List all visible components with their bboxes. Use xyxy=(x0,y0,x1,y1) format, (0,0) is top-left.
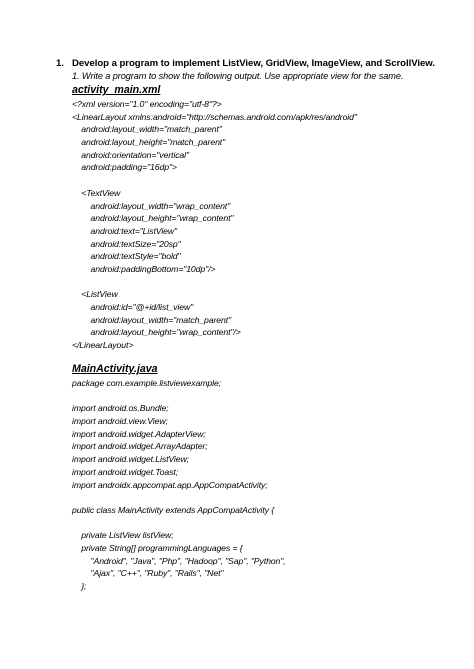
blank-line xyxy=(72,517,286,530)
code-line: <TextView xyxy=(72,187,121,198)
code-line: <LinearLayout xmlns:android="http://schemas.android.com/apk/res/android" xyxy=(72,111,357,122)
subtask-text: 1. Write a program to show the following output. Use appropriate view for the same. xyxy=(72,71,404,81)
code-line: android:padding="16dp"> xyxy=(72,162,177,173)
code-line: <?xml version="1.0" encoding="utf-8"?> xyxy=(72,99,222,109)
code-line: android:orientation="vertical" xyxy=(72,149,189,160)
code-line: "Android", "Java", "Php", "Hadoop", "Sap", "Python", xyxy=(72,555,286,566)
code-line: </LinearLayout> xyxy=(72,340,134,351)
blank-line xyxy=(72,276,357,289)
code-line: public class MainActivity extends AppCompatActivity { xyxy=(72,504,274,515)
question-title: Develop a program to implement ListView, GridView, ImageView, and ScrollView. xyxy=(72,58,435,69)
code-line: android:layout_height="wrap_content"/> xyxy=(72,327,241,338)
blank-line xyxy=(72,390,286,403)
code-line: import android.widget.ArrayAdapter; xyxy=(72,441,208,452)
question-number: 1. xyxy=(56,58,64,69)
code-line: android:textSize="20sp" xyxy=(72,238,181,249)
code-line: import androidx.appcompat.app.AppCompatActivity; xyxy=(72,479,268,490)
code-line: android:layout_height="match_parent" xyxy=(72,137,226,148)
code-line: import android.view.View; xyxy=(72,416,168,427)
blank-line xyxy=(72,491,286,504)
code-line: android:layout_width="match_parent" xyxy=(72,314,232,325)
code-line: }; xyxy=(72,581,87,591)
code-line: package com.example.listviewexample; xyxy=(72,378,221,388)
code-line: android:layout_width="wrap_content" xyxy=(72,200,231,211)
code-line: android:id="@+id/list_view" xyxy=(72,302,194,312)
code-block-activity-main xyxy=(72,98,357,352)
code-line: import android.os.Bundle; xyxy=(72,403,169,414)
code-line: import android.widget.AdapterView; xyxy=(72,428,206,439)
code-line: android:textStyle="bold" xyxy=(72,251,181,262)
code-line: android:layout_width="match_parent" xyxy=(72,124,222,135)
file-title-activity-main: activity_main.xml xyxy=(72,84,161,96)
code-line: import android.widget.Toast; xyxy=(72,466,179,477)
code-line: import android.widget.ListView; xyxy=(72,454,189,465)
code-line: android:paddingBottom="10dp"/> xyxy=(72,263,216,274)
code-line: private ListView listView; xyxy=(72,530,174,541)
code-line: android:layout_height="wrap_content" xyxy=(72,213,234,224)
code-line: <ListView xyxy=(72,289,118,300)
file-title-main-activity: MainActivity.java xyxy=(72,363,158,375)
question-heading xyxy=(56,58,435,69)
code-line: private String[] programmingLanguages = { xyxy=(72,542,243,553)
blank-line xyxy=(72,174,357,187)
code-line: android:text="ListView" xyxy=(72,225,178,236)
code-block-main-activity xyxy=(72,377,286,593)
code-line: "Ajax", "C++", "Ruby", "Rails", "Net" xyxy=(72,568,224,579)
